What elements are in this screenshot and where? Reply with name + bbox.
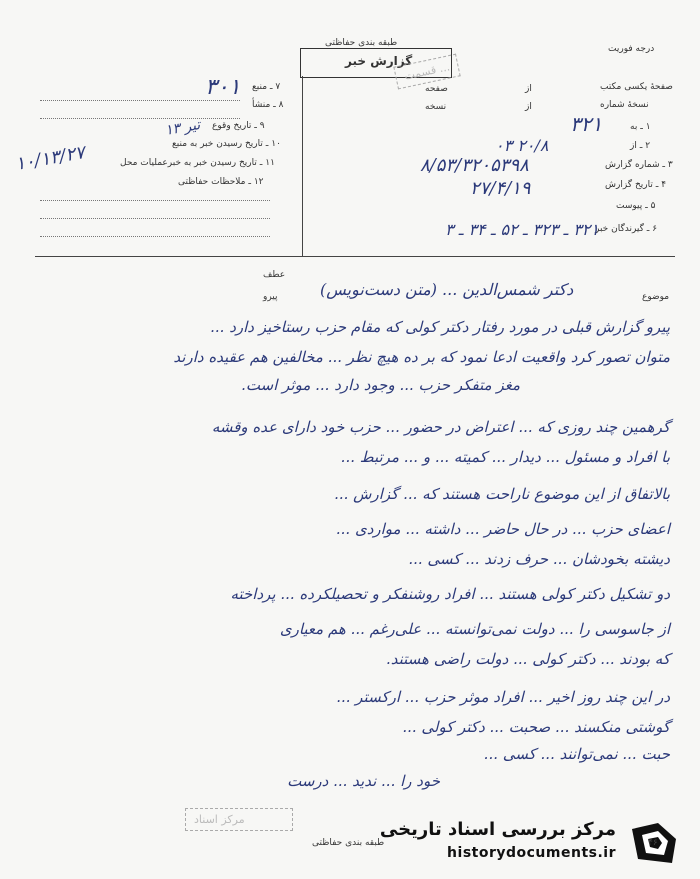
bottom-classification: طبقه بندی حفاظتی xyxy=(312,838,385,848)
field-report-number: ۳ ـ شماره گزارش xyxy=(605,160,673,170)
body-line: بالاتفاق از این موضوع ناراحت هستند که ... گزارش ... xyxy=(334,485,670,503)
top-classification: طبقه بندی حفاظتی xyxy=(325,38,398,48)
hw-report-date: ۲۷/۴/۱۹ xyxy=(470,178,531,199)
field-page: صفحهٔ یکسی مکتب xyxy=(600,82,673,92)
body-line: در این چند روز اخیر ... افراد موثر حزب ... ارکستر ... xyxy=(336,688,670,706)
urgency-label: درجه فوریت xyxy=(608,44,655,54)
body-line: حبت ... نمی‌توانند ... کسی ... xyxy=(483,745,670,763)
form-divider xyxy=(302,76,303,256)
field-date-received-ops: ۱۱ ـ تاریخ رسیدن خبر به خبرعملیات محل xyxy=(120,158,275,168)
ref-label: عطف xyxy=(263,270,286,280)
body-line: با افراد و مسئول ... دیدار ... کمیته ... و ... مرتبط ... xyxy=(340,448,670,466)
field-protection-notes: ۱۲ ـ ملاحظات حفاظتی xyxy=(178,177,264,187)
body-line: دیشته بخودشان ... حرف زدند ... کسی ... xyxy=(408,550,670,568)
field-from: ۲ ـ از xyxy=(630,141,651,151)
body-line: متوان تصور کرد واقعیت ادعا نمود که بر ده هیچ نظر ... مخالفین هم عقیده دارند xyxy=(173,348,670,366)
field-attachment: ۵ ـ پیوست xyxy=(616,201,656,211)
field-to: ۱ ـ به xyxy=(630,122,651,132)
label-from-1: از xyxy=(525,84,532,94)
header-separator xyxy=(35,256,675,257)
label-copy: نسخه xyxy=(425,102,447,112)
body-line: پیرو گزارش قبلی در مورد رفتار دکتر کولی که مقام حزب رستاخیز دارد ... xyxy=(210,318,670,336)
body-line: گوشتی منکسند ... صحبت ... دکتر کولی ... xyxy=(402,718,670,736)
body-line: دو تشکیل دکتر کولی هستند ... افراد روشنفکر و تحصیلکرده ... پرداخته xyxy=(230,585,670,603)
followup-label: پیرو xyxy=(263,292,278,302)
archive-logo xyxy=(379,815,690,871)
hw-to: ۳۲۱ xyxy=(570,112,603,136)
bottom-stamp: مرکز اسناد xyxy=(185,808,293,831)
field-date-occur: ۹ ـ تاریخ وقوع xyxy=(212,121,265,131)
field-origin: ۸ ـ منشأ xyxy=(252,100,284,110)
body-line: مغز متفکر حزب ... وجود دارد ... موثر است. xyxy=(241,376,520,394)
logo-url: historydocuments.ir xyxy=(447,845,616,861)
field-copy-number: نسخهٔ شماره xyxy=(600,100,649,110)
logo-title: مرکز بررسی اسناد تاریخی xyxy=(379,819,616,840)
hw-date-received: ۱۰/۱۳/۲۷ xyxy=(13,142,87,175)
hw-source: ۳۰۱ xyxy=(205,75,241,100)
label-page: صفحه xyxy=(425,84,448,94)
subject-label: موضوع xyxy=(642,292,670,302)
hw-recipients: ۳۲۱ ـ ۳۲۳ ـ ۵۲ ـ ۳۴ ـ ۳ xyxy=(445,220,599,239)
hw-subject: دکتر شمس‌الدین ... (متن دست‌نویس) xyxy=(320,280,574,299)
hw-from: ۲۰/۸ ۰۳ xyxy=(495,136,549,155)
field-report-date: ۴ ـ تاریخ گزارش xyxy=(605,180,667,190)
field-recipients: ۶ ـ گیرندگان خبر xyxy=(595,224,658,234)
body-line: خود را ... ندید ... درست xyxy=(287,772,440,790)
report-title: گزارش خبر xyxy=(345,54,413,68)
field-source: ۷ ـ منبع xyxy=(252,82,281,92)
body-line: که بودند ... دکتر کولی ... دولت راضی هستند. xyxy=(385,650,670,668)
hw-report-number: ۸/۵۳/۳۲۰۵۳۹۸ xyxy=(420,155,529,176)
field-date-received-source: ۱۰ ـ تاریخ رسیدن خبر به منبع xyxy=(172,139,281,149)
page-number: ۴۶ xyxy=(648,838,658,848)
body-line: اعضای حزب ... در حال حاضر ... داشته ... مواردی ... xyxy=(335,520,670,538)
body-line: از جاسوسی را ... دولت نمی‌توانسته ... علی‌رغم ... هم معیاری xyxy=(279,620,670,638)
label-from-2: از xyxy=(525,102,532,112)
body-line: گرهمین چند روزی که ... اعتراض در حضور ... حزب خود دارای عده وقشه xyxy=(211,418,670,436)
title-stamp: قسمت ... xyxy=(393,54,461,90)
hw-date-occur: تیر ۱۳ xyxy=(163,117,202,139)
